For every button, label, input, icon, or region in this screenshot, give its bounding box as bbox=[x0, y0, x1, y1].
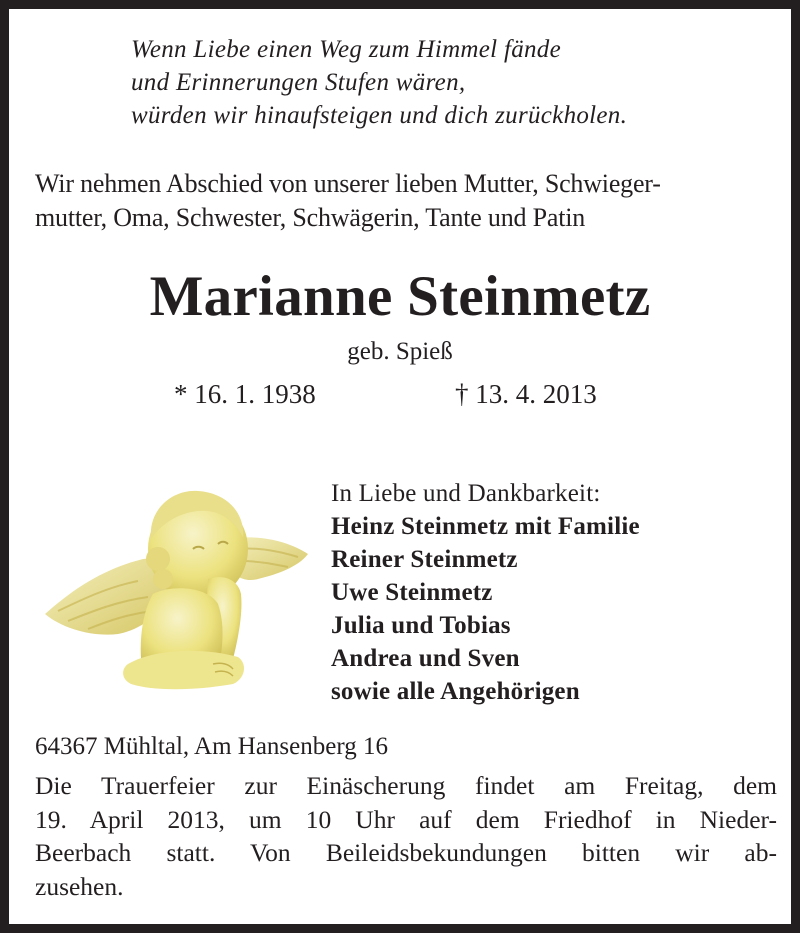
birth-date: * 16. 1. 1938 bbox=[174, 379, 316, 409]
notice-line: Beerbach statt. Von Beileidsbekundungen bitten wir ab- bbox=[35, 838, 777, 867]
mourner-name: Julia und Tobias bbox=[331, 612, 511, 639]
obituary-notice bbox=[9, 9, 791, 924]
intro-line: mutter, Oma, Schwester, Schwägerin, Tante und Patin bbox=[35, 203, 586, 232]
farewell-intro bbox=[35, 167, 775, 235]
intro-line: Wir nehmen Abschied von unserer lieben Mutter, Schwieger- bbox=[35, 169, 661, 198]
mourner-name: Heinz Steinmetz mit Familie bbox=[331, 513, 640, 540]
mourners-list bbox=[331, 477, 640, 708]
mourner-name: Andrea und Sven bbox=[331, 645, 520, 672]
poem-line: und Erinnerungen Stufen wären, bbox=[131, 69, 466, 96]
deceased-name: Marianne Steinmetz bbox=[149, 265, 651, 328]
notice-line: Die Trauerfeier zur Einäscherung findet am Freitag, dem bbox=[35, 771, 777, 800]
mourner-name: Uwe Steinmetz bbox=[331, 579, 493, 606]
poem-line: Wenn Liebe einen Weg zum Himmel fände bbox=[131, 36, 562, 63]
death-date: † 13. 4. 2013 bbox=[455, 379, 597, 409]
poem-line: würden wir hinaufsteigen und dich zurückholen. bbox=[131, 102, 628, 129]
notice-line: zusehen. bbox=[35, 871, 124, 901]
mourners-heading: In Liebe und Dankbarkeit: bbox=[331, 480, 601, 507]
angel-figurine-icon bbox=[33, 479, 313, 699]
mourner-name: sowie alle Angehörigen bbox=[331, 678, 580, 705]
notice-line: 19. April 2013, um 10 Uhr auf dem Friedhof in Nieder- bbox=[35, 804, 777, 834]
funeral-notice bbox=[35, 769, 777, 903]
family-address: 64367 Mühltal, Am Hansenberg 16 bbox=[35, 733, 388, 760]
mourner-name: Reiner Steinmetz bbox=[331, 546, 518, 573]
maiden-name: geb. Spieß bbox=[347, 338, 453, 365]
poem bbox=[131, 33, 627, 132]
